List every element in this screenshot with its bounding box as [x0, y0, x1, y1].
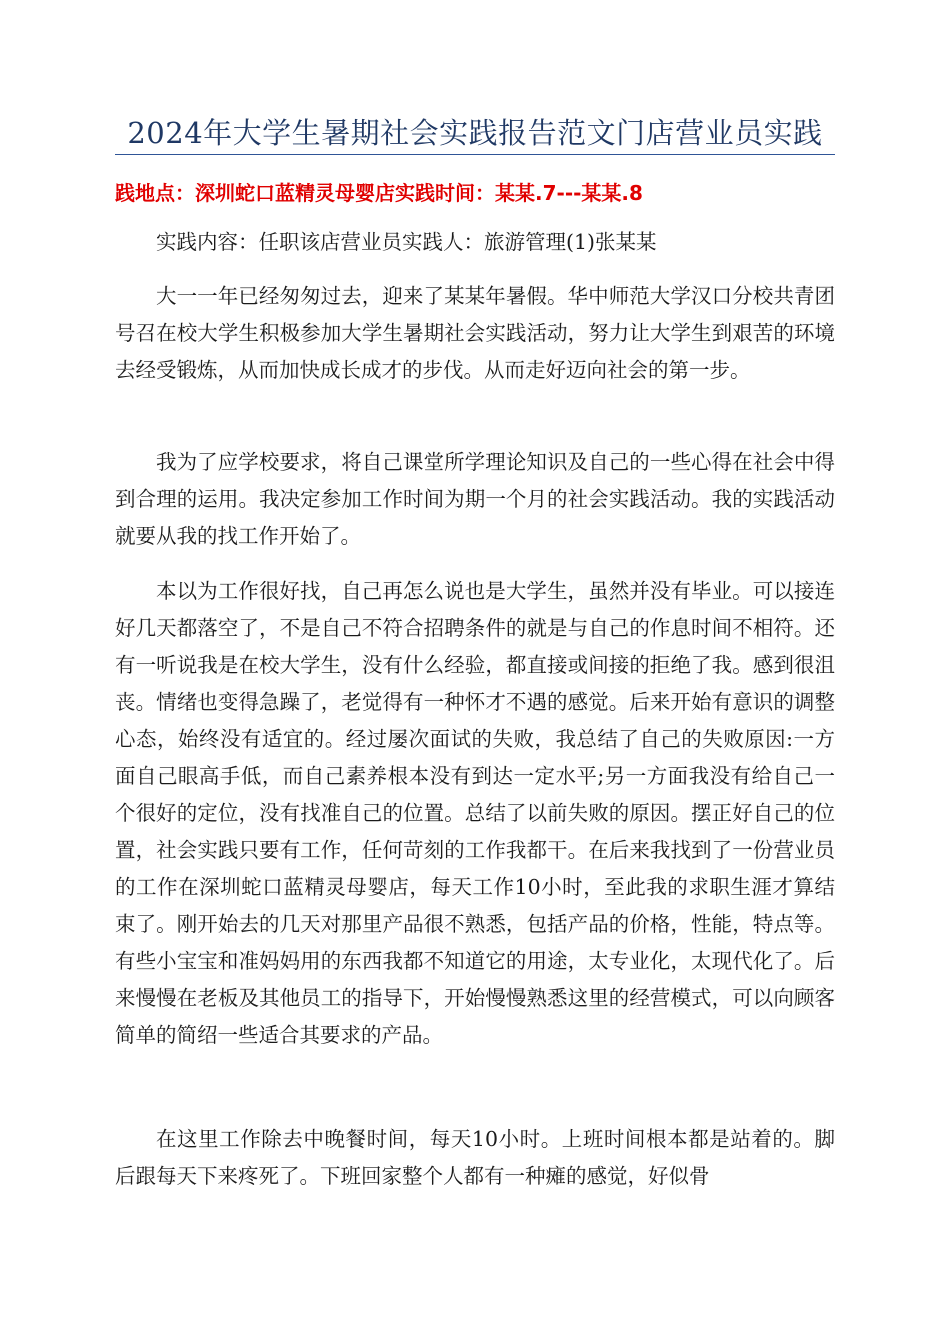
paragraph: 在这里工作除去中晚餐时间，每天10小时。上班时间根本都是站着的。脚后跟每天下来疼死了。下班回家整个人都有一种瘫的感觉，好似骨 [115, 1127, 835, 1188]
title-underline [115, 154, 835, 155]
practice-info-line: 实践内容：任职该店营业员实践人：旅游管理(1)张某某 [156, 230, 657, 254]
paragraph: 大一一年已经匆匆过去，迎来了某某年暑假。华中师范大学汉口分校共青团号召在校大学生积极参加大学生暑期社会实践活动，努力让大学生到艰苦的环境去经受锻炼，从而加快成长成才的步伐。从而走好迈向社会的第一步。 [115, 284, 835, 382]
document-title: 2024年大学生暑期社会实践报告范文门店营业员实践 [127, 116, 823, 150]
paragraph: 我为了应学校要求，将自己课堂所学理论知识及自己的一些心得在社会中得到合理的运用。我决定参加工作时间为期一个月的社会实践活动。我的实践活动就要从我的找工作开始了。 [115, 450, 835, 548]
paragraph: 本以为工作很好找，自己再怎么说也是大学生，虽然并没有毕业。可以接连好几天都落空了，不是自己不符合招聘条件的就是与自己的作息时间不相符。还有一听说我是在校大学生，没有什么经验，都直接或间接的拒绝了我。感到很沮丧。情绪也变得急躁了，老觉得有一种怀才不遇的感觉。后来开始有意识的调整心态，始终没有适宜的。经过屡次面试的失败，我总结了自己的失败原因:一方面自己眼高手低，而自己素养根本没有到达一定水平;另一方面我没有给自己一个很好的定位，没有找准自己的位置。总结了以前失败的原因。摆正好自己的位置，社会实践只要有工作，任何苛刻的工作我都干。在后来我找到了一份营业员的工作在深圳蛇口蓝精灵母婴店，每天工作10小时，至此我的求职生涯才算结束了。刚开始去的几天对那里产品很不熟悉，包括产品的价格，性能，特点等。有些小宝宝和准妈妈用的东西我都不知道它的用途，太专业化，太现代化了。后来慢慢在老板及其他员工的指导下，开始慢慢熟悉这里的经营模式，可以向顾客简单的简绍一些适合其要求的产品。 [115, 579, 835, 1047]
practice-location-heading: 践地点：深圳蛇口蓝精灵母婴店实践时间：某某.7---某某.8 [115, 181, 643, 205]
